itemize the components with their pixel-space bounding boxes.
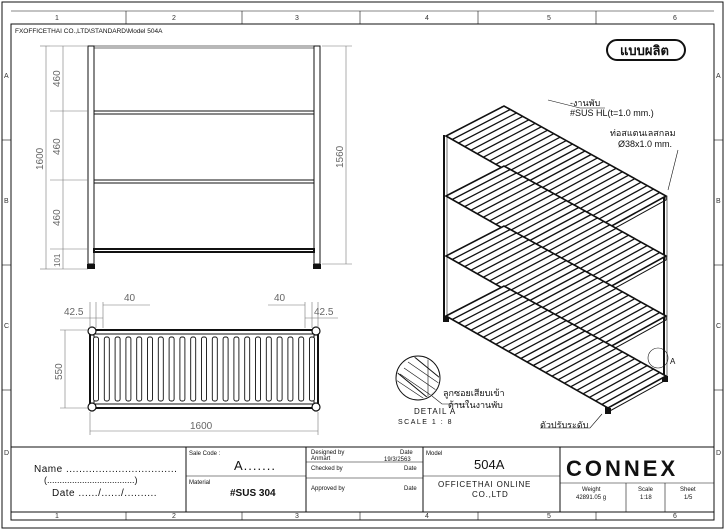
frame-col-3: 3 bbox=[295, 15, 299, 22]
top-view-slat bbox=[202, 337, 207, 401]
file-path-note: FXOFFICETHAI CO.,LTD\STANDARD\Model 504A bbox=[15, 28, 163, 35]
tb-checked-label: Checked by bbox=[311, 466, 343, 472]
frame-col-4-bottom: 4 bbox=[425, 513, 429, 520]
tb-scale-value: 1:18 bbox=[640, 495, 652, 501]
tb-checked-date-label: Date bbox=[404, 466, 417, 472]
tb-approved-date-label: Date bbox=[404, 486, 417, 492]
top-view-slat bbox=[299, 337, 304, 401]
top-view-slat bbox=[104, 337, 109, 401]
top-view-slat bbox=[115, 337, 120, 401]
top-view-slat bbox=[310, 337, 315, 401]
front-view bbox=[40, 46, 352, 269]
annot-adjuster: ตัวปรับระดับ bbox=[540, 420, 589, 430]
frame-row-c-right: C bbox=[716, 323, 722, 330]
front-dim-460-low: 460 bbox=[52, 209, 63, 226]
frame-row-a-right: A bbox=[716, 73, 721, 80]
tb-weight-value: 42891.05 g bbox=[576, 495, 607, 501]
tb-sale-code-label: Sale Code : bbox=[189, 451, 221, 457]
frame-row-a: A bbox=[4, 73, 9, 80]
tb-sheet-value: 1/5 bbox=[684, 495, 693, 501]
tb-brand-logo: CONNEX bbox=[566, 456, 679, 481]
frame-col-1-bottom: 1 bbox=[55, 513, 59, 520]
frame-row-c: C bbox=[4, 323, 10, 330]
tb-company: OFFICETHAI ONLINE bbox=[438, 480, 532, 489]
top-view-slat bbox=[277, 337, 282, 401]
frame-row-d-right: D bbox=[716, 450, 722, 457]
top-view-slat bbox=[212, 337, 217, 401]
tb-material-label: Material bbox=[189, 480, 211, 486]
annot-shelf-1: -งานพับ bbox=[570, 98, 601, 108]
frame-col-5-bottom: 5 bbox=[547, 513, 551, 520]
frame-row-b: B bbox=[4, 198, 9, 205]
top-dim-40-left: 40 bbox=[124, 293, 136, 304]
production-badge-label: แบบผลิต bbox=[620, 43, 669, 58]
top-view bbox=[60, 302, 338, 435]
top-dim-42-5-right: 42.5 bbox=[314, 307, 334, 318]
top-view-slat bbox=[256, 337, 261, 401]
tb-date-head: Date bbox=[400, 450, 413, 456]
annot-tube-2: Ø38x1.0 mm. bbox=[618, 139, 673, 149]
frame-row-b-right: B bbox=[716, 198, 721, 205]
detail-callout-label: A bbox=[670, 357, 676, 366]
tb-name-line: Name .................................. bbox=[34, 464, 178, 475]
front-dim-101: 101 bbox=[53, 253, 62, 267]
top-view-slat bbox=[266, 337, 271, 401]
annot-tube-1: ท่อสแตนเลสกลม bbox=[610, 128, 676, 138]
front-dim-460-top: 460 bbox=[52, 70, 63, 87]
tb-name-blank: (...................................) bbox=[44, 475, 138, 485]
tb-sheet-label: Sheet bbox=[680, 487, 696, 493]
frame-col-2-bottom: 2 bbox=[172, 513, 176, 520]
top-dim-width: 1600 bbox=[190, 421, 213, 432]
frame-col-6: 6 bbox=[673, 15, 677, 22]
frame-col-4: 4 bbox=[425, 15, 429, 22]
top-view-slat bbox=[148, 337, 153, 401]
top-view-slat bbox=[94, 337, 99, 401]
tb-weight-label: Weight bbox=[582, 487, 601, 493]
tb-material-value: #SUS 304 bbox=[230, 488, 276, 499]
detail-scale: SCALE 1 : 8 bbox=[398, 419, 454, 426]
top-view-slat bbox=[234, 337, 239, 401]
frame-col-1: 1 bbox=[55, 15, 59, 22]
tb-company-2: CO.,LTD bbox=[472, 490, 509, 499]
detail-title: DETAIL A bbox=[414, 407, 457, 416]
tb-model-label: Model bbox=[426, 451, 443, 457]
tb-sale-code-value: A....... bbox=[234, 458, 276, 473]
isometric-view bbox=[443, 106, 668, 414]
front-dim-total-left: 1600 bbox=[35, 147, 46, 170]
top-dim-40-right: 40 bbox=[274, 293, 286, 304]
tb-designed-label: Designed by bbox=[311, 450, 345, 456]
tb-scale-label: Scale bbox=[638, 487, 654, 493]
top-view-slat bbox=[126, 337, 131, 401]
frame-col-3-bottom: 3 bbox=[295, 513, 299, 520]
top-view-slat bbox=[158, 337, 163, 401]
frame-col-5: 5 bbox=[547, 15, 551, 22]
leader-tube bbox=[668, 150, 678, 190]
top-view-slat bbox=[288, 337, 293, 401]
top-view-slat bbox=[191, 337, 196, 401]
tb-date-line: Date ....../....../.......... bbox=[52, 488, 158, 499]
frame-row-d: D bbox=[4, 450, 10, 457]
top-dim-42-5-left: 42.5 bbox=[64, 307, 84, 318]
top-view-slat bbox=[245, 337, 250, 401]
front-dim-total-right: 1560 bbox=[335, 145, 346, 168]
annot-slot-1: ลูกซอยเสียบเข้า bbox=[443, 388, 505, 398]
tb-designer: Anmart bbox=[311, 456, 331, 462]
annot-shelf-2: #SUS HL(t=1.0 mm.) bbox=[570, 108, 654, 118]
top-view-slat bbox=[169, 337, 174, 401]
tb-approved-label: Approved by bbox=[311, 486, 345, 492]
top-view-slat bbox=[223, 337, 228, 401]
front-dim-460-mid: 460 bbox=[52, 138, 63, 155]
frame-col-6-bottom: 6 bbox=[673, 513, 677, 520]
tb-designed-date: 19/3/2563 bbox=[384, 457, 411, 463]
tb-model-value: 504A bbox=[474, 457, 505, 472]
top-dim-depth: 550 bbox=[54, 363, 65, 380]
annot-slot-2: ด้านในงานพับ bbox=[448, 400, 503, 410]
top-view-slat bbox=[180, 337, 185, 401]
top-view-slat bbox=[137, 337, 142, 401]
frame-col-2: 2 bbox=[172, 15, 176, 22]
